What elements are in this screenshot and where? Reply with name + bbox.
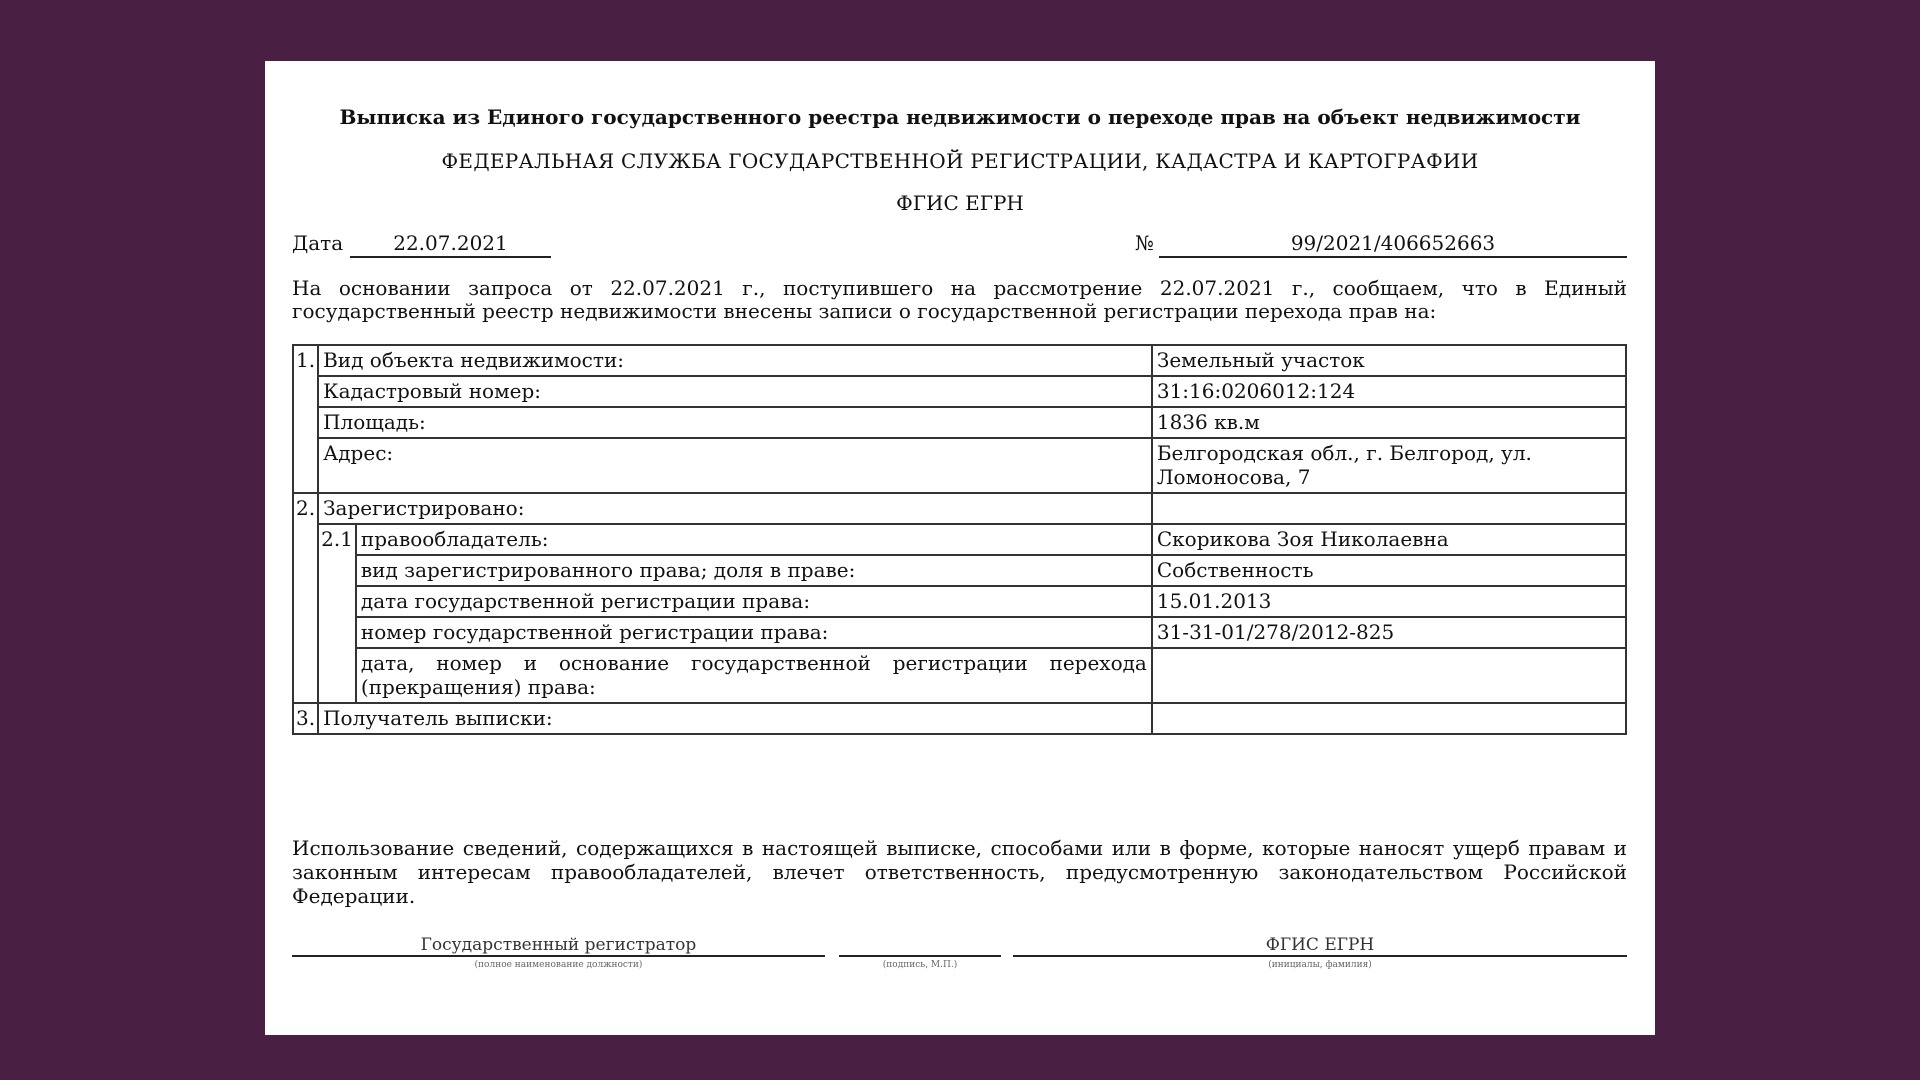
row-value: 1836 кв.м	[1152, 407, 1626, 438]
date-label: Дата	[292, 231, 344, 255]
row-value	[1152, 703, 1626, 734]
row-value: Скорикова Зоя Николаевна	[1152, 524, 1626, 555]
document-page	[265, 61, 1655, 1035]
footer-disclaimer: Использование сведений, содержащихся в настоящей выписке, способами или в форме, которые наносят ущерб правам и законным интересам правообладателей, влечет ответственность, предусмотренную законодательством Российской Федерации.	[292, 836, 1627, 908]
table-row	[293, 407, 1626, 438]
row-label: вид зарегистрированного права; доля в праве:	[356, 555, 1152, 586]
number-value: 99/2021/406652663	[1159, 231, 1627, 258]
table-row	[293, 648, 1626, 703]
document-title: Выписка из Единого государственного реестра недвижимости о переходе прав на объект недвижимости	[339, 105, 1581, 129]
intro-paragraph: На основании запроса от 22.07.2021 г., поступившего на рассмотрение 22.07.2021 г., сообщаем, что в Единый государственный реестр недвижимости внесены записи о государственной регистрации перехода прав на:	[292, 276, 1627, 323]
section-number: 2.	[293, 493, 318, 703]
table-row	[293, 555, 1626, 586]
signature-name: ФГИС ЕГРН	[1013, 935, 1627, 957]
row-value: Земельный участок	[1152, 345, 1626, 376]
table-row	[293, 586, 1626, 617]
row-value	[1152, 648, 1626, 703]
table-row	[293, 376, 1626, 407]
row-label: Получатель выписки:	[318, 703, 1152, 734]
signature-line	[839, 935, 1001, 957]
section-number: 1.	[293, 345, 318, 493]
row-value: 31:16:0206012:124	[1152, 376, 1626, 407]
row-label: Зарегистрировано:	[318, 493, 1152, 524]
row-label: дата, номер и основание государственной регистрации перехода (прекращения) права:	[356, 648, 1152, 703]
section-number: 3.	[293, 703, 318, 734]
table-row	[293, 703, 1626, 734]
table-row	[293, 524, 1626, 555]
signature-position: Государственный регистратор	[292, 935, 825, 957]
row-label: Адрес:	[318, 438, 1152, 493]
row-value: Белгородская обл., г. Белгород, ул. Ломоносова, 7	[1152, 438, 1626, 493]
number-label: №	[1135, 231, 1154, 255]
table-row	[293, 438, 1626, 493]
date-value: 22.07.2021	[350, 231, 551, 258]
row-label: правообладатель:	[356, 524, 1152, 555]
row-value: 31-31-01/278/2012-825	[1152, 617, 1626, 648]
table-row	[293, 493, 1626, 524]
table-row	[293, 345, 1626, 376]
signature-name-caption: (инициалы, фамилия)	[1268, 960, 1372, 970]
signature-position-caption: (полное наименование должности)	[474, 960, 643, 970]
row-value: 15.01.2013	[1152, 586, 1626, 617]
row-value: Собственность	[1152, 555, 1626, 586]
row-value	[1152, 493, 1626, 524]
row-label: номер государственной регистрации права:	[356, 617, 1152, 648]
signature-sign-caption: (подпись, М.П.)	[882, 960, 958, 970]
table-row	[293, 617, 1626, 648]
agency-name: ФЕДЕРАЛЬНАЯ СЛУЖБА ГОСУДАРСТВЕННОЙ РЕГИСТРАЦИИ, КАДАСТРА И КАРТОГРАФИИ	[441, 149, 1479, 173]
system-name: ФГИС ЕГРН	[896, 191, 1024, 215]
subsection-number: 2.1	[318, 524, 356, 703]
property-info-table	[292, 344, 1627, 735]
row-label: Вид объекта недвижимости:	[318, 345, 1152, 376]
row-label: дата государственной регистрации права:	[356, 586, 1152, 617]
row-label: Кадастровый номер:	[318, 376, 1152, 407]
row-label: Площадь:	[318, 407, 1152, 438]
